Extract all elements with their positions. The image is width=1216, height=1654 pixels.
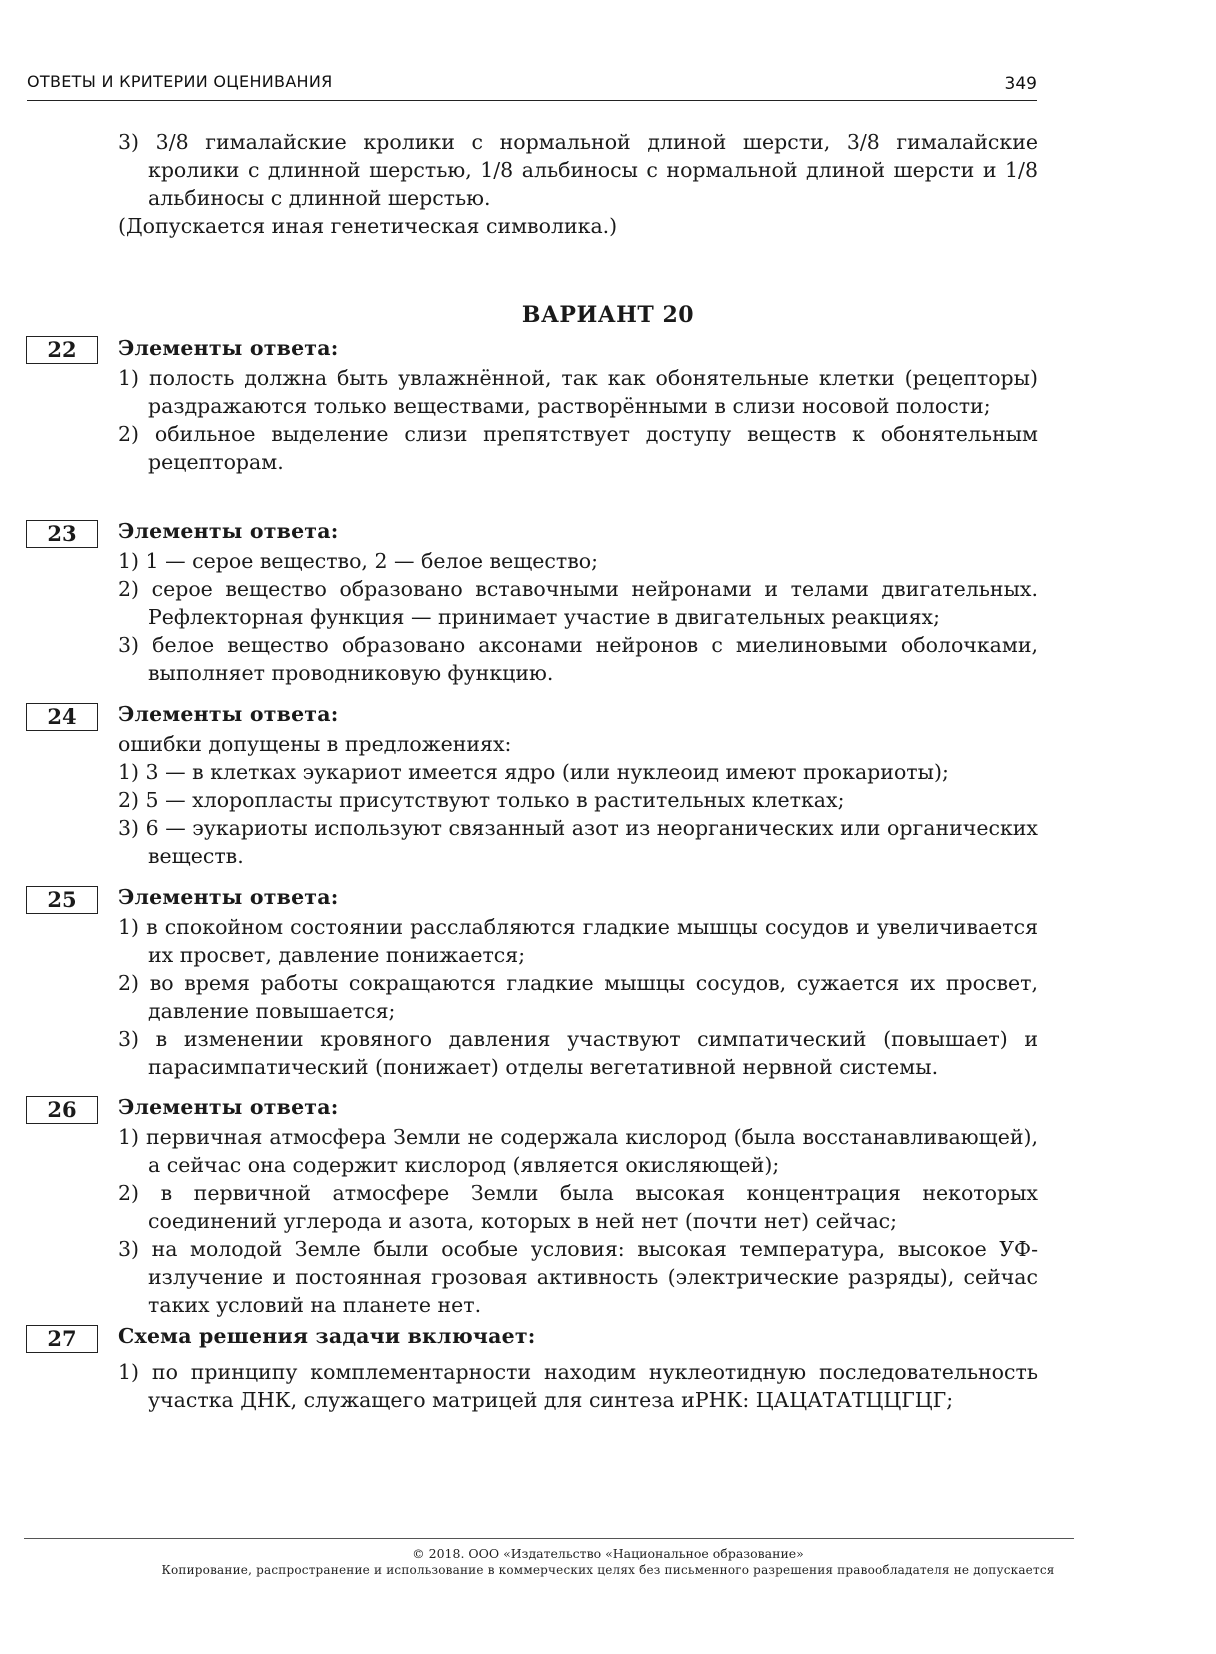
intro-text: ошибки допущены в предложениях: (118, 732, 512, 756)
task-number-box: 26 (26, 1096, 98, 1124)
list-item: 1) в спокойном состоянии расслабляются гладкие мышцы сосудов и увеличивается их просвет, давление понижается; (118, 915, 1038, 967)
list-item: 2) во время работы сокращаются гладкие мышцы сосудов, сужается их просвет, давление повышается; (118, 971, 1038, 1023)
list-item: 2) серое вещество образовано вставочными нейронами и телами двигательных. Рефлекторная функция — принимает участие в двигательных реакциях; (118, 577, 1038, 629)
section-heading: Элементы ответа: (118, 336, 339, 360)
list-item: 3) белое вещество образовано аксонами нейронов с миелиновыми оболочками, выполняет проводниковую функцию. (118, 633, 1038, 685)
task-26-answer (118, 1093, 1038, 1319)
list-item: 2) обильное выделение слизи препятствует доступу веществ к обонятельным рецепторам. (118, 422, 1038, 474)
footer-notice: Копирование, распространение и использование в коммерческих целях без письменного разрешения правообладателя не допускается (161, 1563, 1055, 1577)
footer-divider (24, 1538, 1074, 1539)
list-item: 1) 1 — серое вещество, 2 — белое вещество; (118, 549, 598, 573)
task-number-box: 27 (26, 1325, 98, 1353)
list-item: 1) по принципу комплементарности находим нуклеотидную последовательность участка ДНК, служащего матрицей для синтеза иРНК: ЦАЦАТАТЦЦГЦГ; (118, 1360, 1038, 1412)
task-number-box: 23 (26, 520, 98, 548)
list-item: 1) полость должна быть увлажнённой, так как обонятельные клетки (рецепторы) раздражаются только веществами, растворёнными в слизи носовой полости; (118, 366, 1038, 418)
task-number-box: 24 (26, 703, 98, 731)
footer-copyright: © 2018. ООО «Издательство «Национальное образование» (412, 1546, 804, 1561)
section-heading: Элементы ответа: (118, 519, 339, 543)
list-item: 1) первичная атмосфера Земли не содержала кислород (была восстанавливающей), а сейчас она содержит кислород (является окисляющей); (118, 1125, 1038, 1177)
note: (Допускается иная генетическая символика.) (118, 214, 618, 238)
page-number: 349 (1004, 74, 1037, 94)
list-item: 3) 6 — эукариоты используют связанный азот из неорганических или органических веществ. (118, 816, 1038, 868)
list-item: 2) 5 — хлоропласты присутствуют только в растительных клетках; (118, 788, 845, 812)
page-header (27, 66, 1037, 101)
task-24-answer (118, 700, 1038, 870)
section-heading: Схема решения задачи включает: (118, 1324, 536, 1348)
variant-title: ВАРИАНТ 20 (521, 302, 695, 328)
list-item: 3) 3/8 гималайские кролики с нормальной длиной шерсти, 3/8 гималайские кролики с длинной шерстью, 1/8 альбиносы с нормальной длиной шерсти и 1/8 альбиносы с длинной шерстью. (118, 130, 1038, 210)
task-23-answer (118, 517, 1038, 687)
carryover-block (118, 128, 1038, 240)
header-title: ОТВЕТЫ И КРИТЕРИИ ОЦЕНИВАНИЯ (27, 72, 333, 91)
section-heading: Элементы ответа: (118, 1095, 339, 1119)
task-27-answer (118, 1322, 1038, 1414)
list-item: 2) в первичной атмосфере Земли была высокая концентрация некоторых соединений углерода и азота, которых в ней нет (почти нет) сейчас; (118, 1181, 1038, 1233)
list-item: 3) в изменении кровяного давления участвуют симпатический (повышает) и парасимпатический (понижает) отделы вегетативной нервной системы. (118, 1027, 1038, 1079)
list-item: 1) 3 — в клетках эукариот имеется ядро (или нуклеоид имеют прокариоты); (118, 760, 949, 784)
list-item: 3) на молодой Земле были особые условия: высокая температура, высокое УФ-излучение и постоянная грозовая активность (электрические разряды), сейчас таких условий на планете нет. (118, 1237, 1038, 1317)
task-number-box: 25 (26, 886, 98, 914)
task-22-answer (118, 334, 1038, 476)
task-number-box: 22 (26, 336, 98, 364)
section-heading: Элементы ответа: (118, 885, 339, 909)
task-25-answer (118, 883, 1038, 1081)
section-heading: Элементы ответа: (118, 702, 339, 726)
